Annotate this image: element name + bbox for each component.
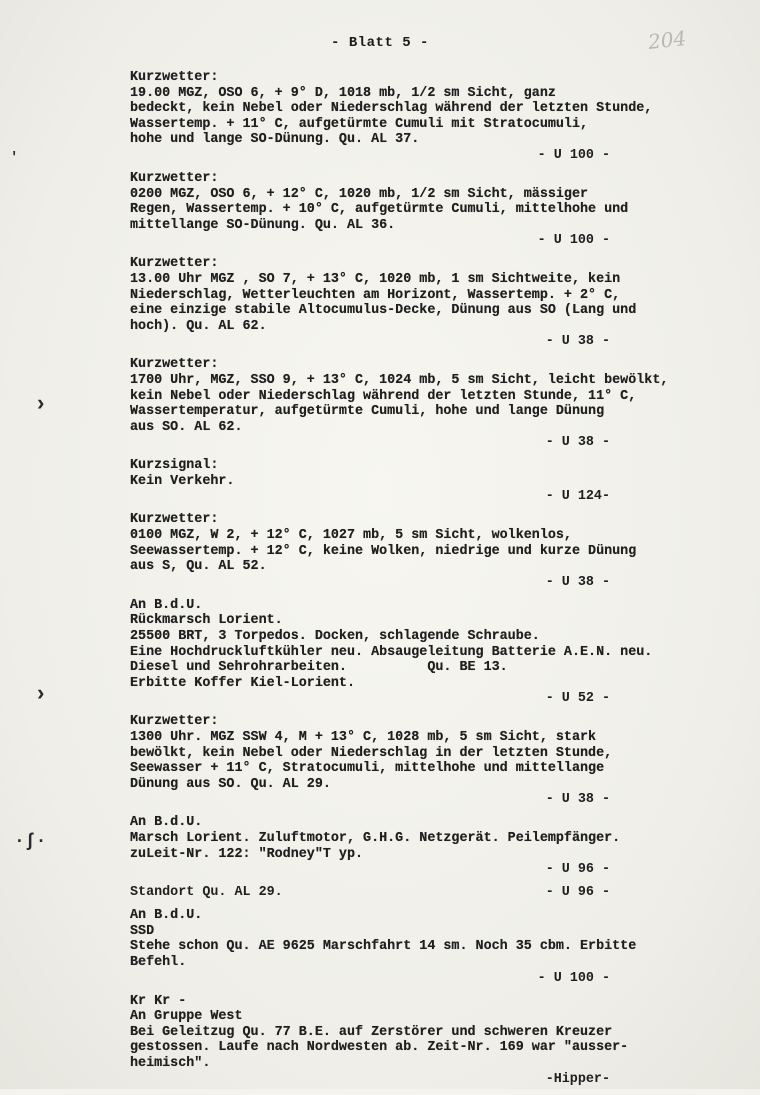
message-block [130, 598, 750, 708]
message-heading: Kurzwetter: [130, 170, 219, 186]
message-heading: Kr Kr - [130, 993, 187, 1009]
message-line: An Gruppe West [130, 1009, 243, 1025]
message-line: 1700 Uhr, MGZ, SSO 9, + 13° C, 1024 mb, 5 sm Sicht, leicht bewölkt, [130, 372, 669, 388]
punch-hole-mark: › [34, 392, 48, 417]
message-line: mittellange SO-Dünung. Qu. AL 36. [130, 217, 396, 233]
message-line: Bei Geleitzug Qu. 77 B.E. auf Zerstörer und schweren Kreuzer [130, 1024, 613, 1040]
message-line: bedeckt, kein Nebel oder Niederschlag während der letzten Stunde, [130, 101, 653, 117]
message-block [130, 512, 750, 590]
message-line: 1300 Uhr. MGZ SSW 4, M + 13° C, 1028 mb, 5 sm Sicht, stark [130, 730, 597, 745]
sender-signature: - U 100 - [537, 970, 610, 986]
sender-signature: - U 38 - [545, 574, 610, 590]
message-block [130, 714, 750, 808]
message-heading: Kurzwetter: [130, 714, 219, 730]
message-log [130, 70, 750, 1095]
message-heading: Kurzwetter: [130, 512, 219, 528]
message-block [130, 171, 750, 249]
punch-hole-mark: › [34, 682, 48, 707]
message-line: Rückmarsch Lorient. [130, 613, 283, 629]
message-line: heimisch". [130, 1055, 211, 1071]
message-line: hohe und lange SO-Dünung. Qu. AL 37. [130, 132, 420, 148]
message-line: aus S, Qu. AL 52. [130, 559, 267, 575]
message-heading [130, 885, 750, 901]
sender-signature: - U 38 - [545, 435, 610, 451]
message-line: Erbitte Koffer Kiel-Lorient. [130, 675, 355, 691]
message-line: Niederschlag, Wetterleuchten am Horizont, Wassertemp. + 2° C, [130, 287, 621, 303]
message-heading: An B.d.U. [130, 597, 203, 613]
message-line: bewölkt, kein Nebel oder Niederschlag in der letzten Stunde, [130, 745, 613, 761]
sender-signature: - U 100 - [537, 147, 610, 163]
message-line: hoch). Qu. AL 62. [130, 318, 267, 334]
message-heading: Kurzwetter: [130, 70, 219, 85]
sender-signature: - U 100 - [537, 233, 610, 249]
message-line: Kein Verkehr. [130, 473, 235, 489]
message-line: Regen, Wassertemp. + 10° C, aufgetürmte Cumuli, mittelhohe und [130, 202, 629, 218]
message-line: Seewasser + 11° C, Stratocumuli, mittelhohe und mittellange [130, 761, 605, 777]
message-heading: An B.d.U. [130, 815, 203, 831]
message-heading: Kurzsignal: [130, 458, 219, 474]
sender-signature: - U 38 - [545, 792, 610, 808]
message-block [130, 70, 750, 164]
message-line: Stehe schon Qu. AE 9625 Marschfahrt 14 sm. Noch 35 cbm. Erbitte [130, 939, 637, 955]
message-line: SSD [130, 923, 155, 939]
message-line: eine einzige stabile Altocumulus-Decke, Dünung aus SO (Lang und [130, 303, 637, 319]
message-line: Diesel und Sehrohrarbeiten. Qu. BE 13. [130, 660, 508, 676]
message-line: aus SO. AL 62. [130, 419, 243, 435]
message-line: kein Nebel oder Niederschlag während der letzten Stunde, 11° C, [130, 388, 637, 404]
sender-signature: -Hipper- [545, 1071, 610, 1087]
message-line: Eine Hochdruckluftkühler neu. Absaugeleitung Batterie A.E.N. neu. [130, 644, 653, 660]
message-block [130, 458, 750, 505]
sender-signature: - U 124- [545, 489, 610, 505]
message-line: Seewassertemp. + 12° C, keine Wolken, niedrige und kurze Dünung [130, 543, 637, 559]
pencil-page-number: 204 [646, 26, 688, 54]
punch-mark: ' [10, 150, 19, 166]
message-block [130, 908, 750, 986]
message-line: 0200 MGZ, OSO 6, + 12° C, 1020 mb, 1/2 sm Sicht, mässiger [130, 186, 589, 202]
sender-signature: - U 96 - [545, 862, 610, 878]
message-block [130, 815, 750, 878]
message-line: 25500 BRT, 3 Torpedos. Docken, schlagende Schraube. [130, 629, 540, 645]
message-line: Marsch Lorient. Zuluftmotor, G.H.G. Netzgerät. Peilempfänger. [130, 830, 621, 846]
message-line: Wassertemp. + 11° C, aufgetürmte Cumuli mit Stratocumuli, [130, 116, 589, 132]
message-heading: Kurzwetter: [130, 256, 219, 272]
message-line: Befehl. [130, 954, 187, 970]
message-block [130, 994, 750, 1088]
message-heading: An B.d.U. [130, 908, 203, 924]
message-line: Dünung aus SO. Qu. AL 29. [130, 776, 331, 792]
message-block [130, 885, 750, 901]
pencil-mark: ·ʃ· [14, 832, 47, 852]
page-title: - Blatt 5 - [331, 35, 429, 51]
sender-signature: - U 38 - [545, 334, 610, 350]
message-line: Standort Qu. AL 29. [130, 885, 283, 901]
message-line: zuLeit-Nr. 122: "Rodney"T yp. [130, 846, 364, 862]
message-line: 13.00 Uhr MGZ , SO 7, + 13° C, 1020 mb, 1 sm Sichtweite, kein [130, 271, 621, 287]
message-block [130, 357, 750, 451]
message-line: Wassertemperatur, aufgetürmte Cumuli, hohe und lange Dünung [130, 404, 605, 420]
message-line: 19.00 MGZ, OSO 6, + 9° D, 1018 mb, 1/2 sm Sicht, ganz [130, 85, 556, 101]
message-block [130, 256, 750, 350]
sender-signature: - U 96 - [545, 885, 610, 901]
sender-signature: - U 52 - [545, 691, 610, 707]
message-line: 0100 MGZ, W 2, + 12° C, 1027 mb, 5 sm Sicht, wolkenlos, [130, 528, 572, 544]
message-line: gestossen. Laufe nach Nordwesten ab. Zeit-Nr. 169 war "ausser- [130, 1040, 629, 1056]
message-heading: Kurzwetter: [130, 357, 219, 373]
